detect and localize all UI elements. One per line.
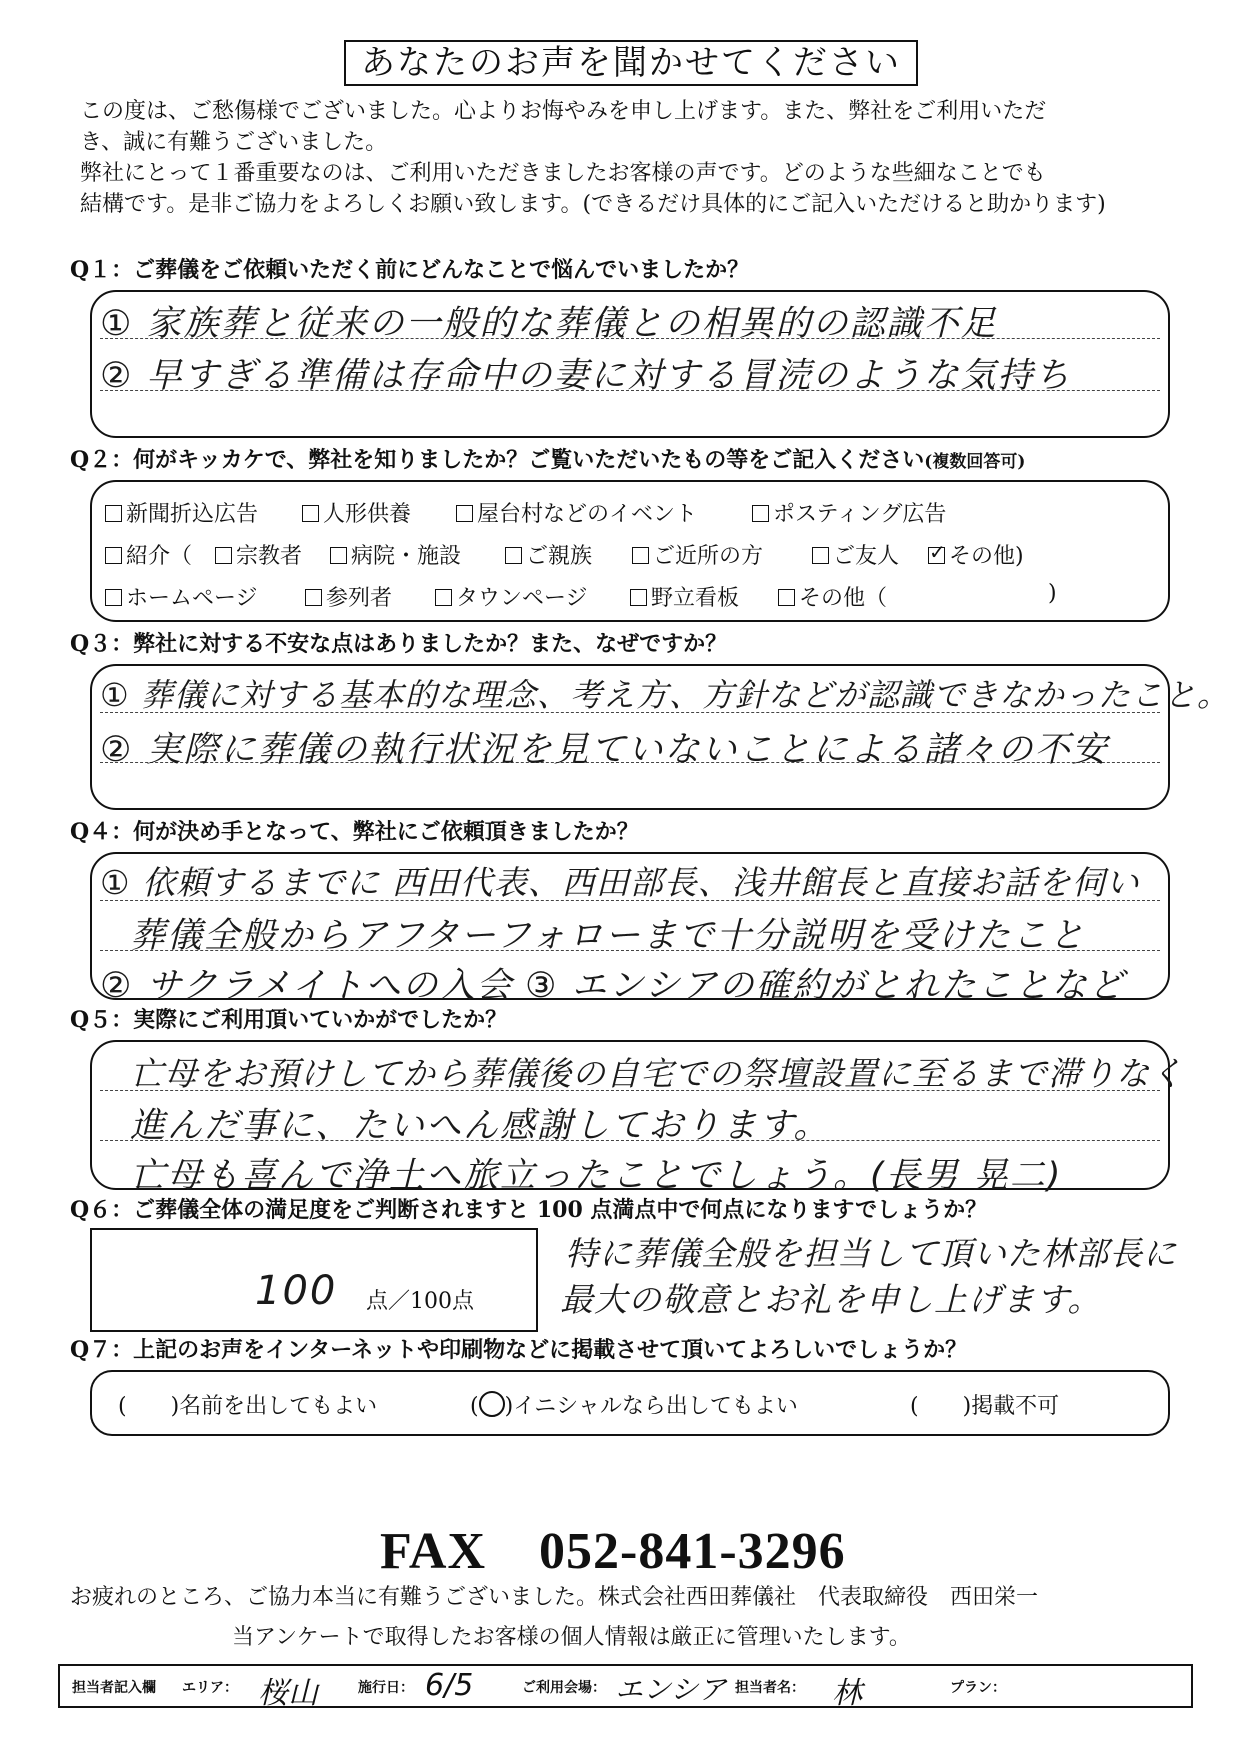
checkbox-icon[interactable] [302, 505, 319, 522]
checkbox-icon[interactable] [456, 505, 473, 522]
person-label: 担当者名： [735, 1680, 805, 1696]
checkbox-icon[interactable] [330, 547, 347, 564]
staff-label: 担当者記入欄 [72, 1680, 156, 1696]
date-label: 施行日： [358, 1680, 414, 1696]
intro-line: この度は、ご愁傷様でございました。心よりお悔やみを申し上げます。また、弊社をご利用いただ [80, 99, 1047, 124]
option-newspaper[interactable]: 新聞折込広告 [105, 497, 258, 528]
fax-number: FAX 052-841-3296 [380, 1523, 846, 1580]
plan-label: プラン： [950, 1680, 1006, 1696]
option-attendee[interactable]: 参列者 [305, 581, 392, 612]
checkbox-icon[interactable] [305, 589, 322, 606]
checkbox-icon[interactable] [435, 589, 452, 606]
checkbox-icon[interactable] [505, 547, 522, 564]
area-label: エリア： [182, 1680, 238, 1696]
q7-option-name[interactable]: ( )名前を出してもよい [118, 1394, 378, 1419]
option-townpage[interactable]: タウンページ [435, 581, 588, 612]
option-referral[interactable]: 紹介（ [105, 539, 192, 570]
option-doll[interactable]: 人形供養 [302, 497, 411, 528]
q7-option-no-publish[interactable]: ( )掲載不可 [910, 1394, 1060, 1419]
person-value[interactable]: 林 [832, 1676, 862, 1711]
option-other-checked[interactable]: ✓ その他) [928, 539, 1024, 570]
venue-label: ご利用会場： [522, 1680, 606, 1696]
checkbox-icon[interactable] [778, 589, 795, 606]
q1-question: Q１：ご葬儀をご依頼いただく前にどんなことで悩んでいましたか？ [70, 257, 750, 283]
q4-question: Q４：何が決め手となって、弊社にご依頼頂きましたか？ [70, 819, 639, 845]
intro-line: き、誠に有難うございました。 [80, 130, 388, 155]
checkbox-icon[interactable] [812, 547, 829, 564]
intro-line: 弊社にとって１番重要なのは、ご利用いただきましたお客様の声です。どのような些細なことでも [80, 161, 1046, 186]
q7-question: Q７：上記のお声をインターネットや印刷物などに掲載させて頂いてよろしいでしょうか？ [70, 1337, 968, 1363]
footer-thanks: お疲れのところ、ご協力本当に有難うございました。株式会社西田葬儀社 代表取締役 西田栄一 [70, 1585, 1039, 1610]
intro-line: 結構です。是非ご協力をよろしくお願い致します。(できるだけ具体的にご記入いただけると助かります) [80, 192, 1106, 217]
q5-answer-line: 亡母をお預けしてから葬儀後の自宅での祭壇設置に至るまで滞りなく [130, 1054, 1184, 1093]
option-event[interactable]: 屋台村などのイベント [456, 497, 697, 528]
q7-option-initial[interactable]: ( )イニシャルなら出してもよい [470, 1389, 798, 1420]
checkbox-icon[interactable] [632, 547, 649, 564]
q4-answer-line: 葬儀全般からアフターフォローまで十分説明を受けたこと [130, 916, 1087, 956]
venue-value[interactable]: エンシア [615, 1673, 727, 1706]
q4-answer-line: ② サクラメイトへの入会 [100, 966, 514, 1006]
footer-privacy: 当アンケートで取得したお客様の個人情報は厳正に管理いたします。 [232, 1625, 911, 1650]
q1-answer-line: ② 早すぎる準備は存命中の妻に対する冒涜のような気持ち [100, 356, 1072, 396]
option-relatives[interactable]: ご親族 [505, 539, 592, 570]
q5-answer-line: 進んだ事に、たいへん感謝しております。 [130, 1106, 831, 1146]
option-billboard[interactable]: 野立看板 [630, 581, 739, 612]
checkbox-icon[interactable] [630, 589, 647, 606]
option-homepage[interactable]: ホームページ [105, 581, 258, 612]
checkbox-icon[interactable] [752, 505, 769, 522]
q6-question: Q６：ご葬儀全体の満足度をご判断されますと 100 点満点中で何点になりますでしょうか？ [70, 1197, 988, 1223]
option-hospital[interactable]: 病院・施設 [330, 539, 461, 570]
option-religious[interactable]: 宗教者 [215, 539, 302, 570]
page-title: あなたのお声を聞かせてください [344, 40, 918, 86]
checkbox-icon[interactable] [105, 505, 122, 522]
q3-answer-line: ① 葬儀に対する基本的な理念、考え方、方針などが認識できなかったこと。 [100, 676, 1230, 714]
q1-answer-line: ① 家族葬と従来の一般的な葬儀との相異的の認識不足 [100, 304, 998, 344]
q3-answer-line: ② 実際に葬儀の執行状況を見ていないことによる諸々の不安 [100, 730, 1109, 770]
q3-question: Q３：弊社に対する不安な点はありましたか？また、なぜですか？ [70, 631, 728, 657]
selected-circle-icon [479, 1391, 505, 1417]
option-other2[interactable]: その他（ [778, 581, 887, 612]
q5-question: Q５：実際にご利用頂いていかがでしたか？ [70, 1007, 508, 1033]
q6-comment-line: 特に葬儀全般を担当して頂いた林部長に [565, 1234, 1177, 1273]
option-friends[interactable]: ご友人 [812, 539, 899, 570]
checkbox-icon[interactable] [105, 547, 122, 564]
q4-answer-line: ① 依頼するまでに 西田代表、西田部長、浅井館長と直接お話を伺い [100, 863, 1140, 902]
q6-score-unit: 点／100点 [366, 1289, 474, 1314]
date-value[interactable]: 6/5 [425, 1668, 474, 1703]
option-posting[interactable]: ポスティング広告 [752, 497, 946, 528]
q5-answer-line: 亡母も喜んで浄土へ旅立ったことでしょう。(長男 晃二) [130, 1156, 1063, 1196]
area-value[interactable]: 桜山 [258, 1676, 318, 1711]
option-neighbors[interactable]: ご近所の方 [632, 539, 763, 570]
q6-score: 100 [255, 1268, 338, 1314]
q2-question: Q２：何がキッカケで、弊社を知りましたか？ご覧いただいたもの等をご記入ください(複数回答可) [70, 447, 1026, 473]
checkbox-icon[interactable] [215, 547, 232, 564]
option-other2-close: ) [1048, 581, 1057, 606]
checkbox-icon[interactable] [105, 589, 122, 606]
q4-answer-line: ③ エンシアの確約がとれたことなど [525, 966, 1126, 1006]
q6-comment-line: 最大の敬意とお礼を申し上げます。 [560, 1280, 1102, 1319]
checked-checkbox-icon[interactable] [928, 547, 945, 564]
